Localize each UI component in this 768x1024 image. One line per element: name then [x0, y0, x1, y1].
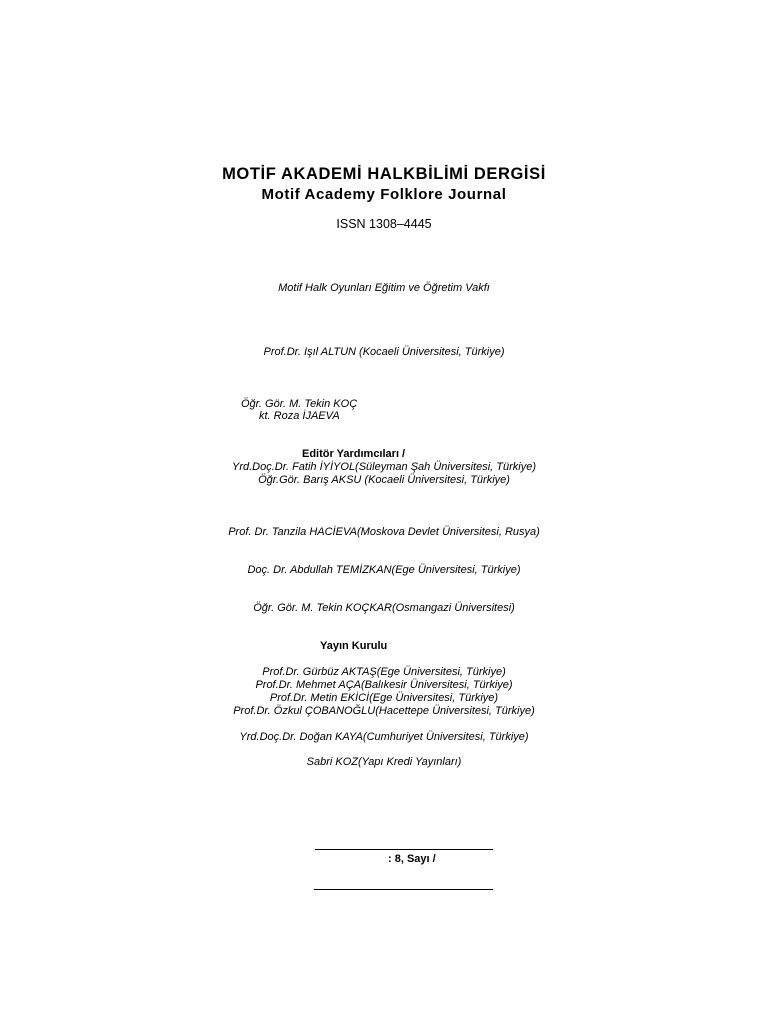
journal-title-tr: MOTİF AKADEMİ HALKBİLİMİ DERGİSİ [222, 165, 546, 183]
board-member: Prof.Dr. Gürbüz AKTAŞ(Ege Üniversitesi, Türkiye) [262, 666, 506, 678]
member: Öğr. Gör. M. Tekin KOÇKAR(Osmangazi Üniversitesi) [253, 602, 515, 614]
member: Prof. Dr. Tanzila HACİEVA(Moskova Devlet Üniversitesi, Rusya) [228, 526, 540, 538]
editor: Prof.Dr. Işıl ALTUN (Kocaeli Üniversitesi, Türkiye) [263, 346, 505, 358]
board-member: Prof.Dr. Metin EKİCİ(Ege Üniversitesi, Türkiye) [269, 692, 499, 704]
staff-member: kt. Roza İJAEVA [259, 410, 340, 422]
member: Doç. Dr. Abdullah TEMİZKAN(Ege Üniversitesi, Türkiye) [247, 564, 521, 576]
owner: Motif Halk Oyunları Eğitim ve Öğretim Vakfı [278, 282, 490, 294]
issn: ISSN 1308–4445 [336, 217, 432, 231]
issue-rule-top [315, 849, 493, 850]
journal-title-en: Motif Academy Folklore Journal [261, 186, 507, 203]
issue-rule-bottom [314, 889, 493, 890]
issue-info: : 8, Sayı / [388, 853, 436, 865]
assistant-editor: Yrd.Doç.Dr. Fatih İYİYOL(Süleyman Şah Üniversitesi, Türkiye) [231, 461, 537, 473]
board-member: Yrd.Doç.Dr. Doğan KAYA(Cumhuriyet Üniversitesi, Türkiye) [239, 731, 529, 743]
staff-member: Öğr. Gör. M. Tekin KOÇ [241, 398, 358, 410]
board-member: Prof.Dr. Özkul ÇOBANOĞLU(Hacettepe Üniversitesi, Türkiye) [233, 705, 535, 717]
board-member: Prof.Dr. Mehmet AÇA(Balıkesir Üniversitesi, Türkiye) [255, 679, 513, 691]
board-member: Sabri KOZ(Yapı Kredi Yayınları) [306, 756, 462, 768]
assistant-editors-heading: Editör Yardımcıları / [302, 448, 406, 460]
assistant-editor: Öğr.Gör. Barış AKSU (Kocaeli Üniversitesi, Türkiye) [258, 474, 510, 486]
publication-board-heading: Yayın Kurulu [320, 640, 388, 652]
